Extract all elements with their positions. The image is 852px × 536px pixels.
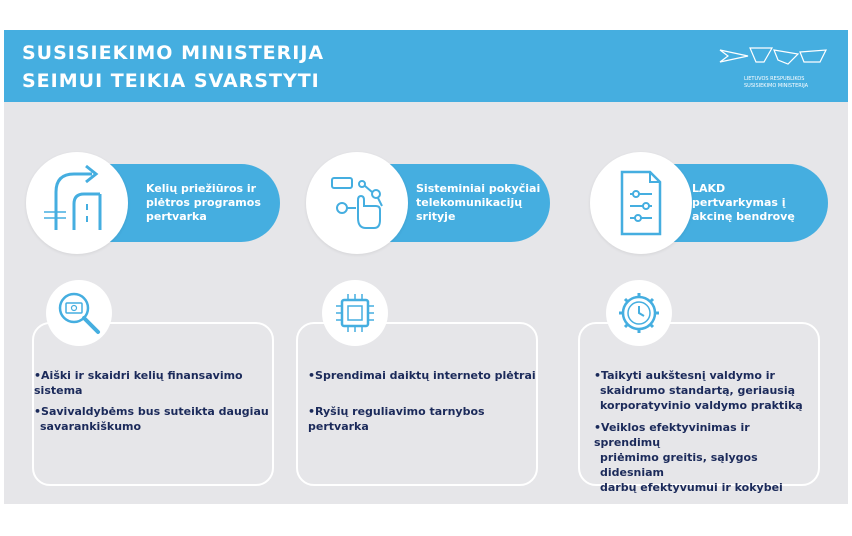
touch-network-icon <box>306 152 408 254</box>
card-lakd <box>578 322 820 494</box>
document-settings-icon <box>590 152 692 254</box>
money-search-icon <box>46 280 112 346</box>
pill-roads-text: Kelių priežiūros ir plėtros programos pertvarka <box>146 182 261 223</box>
road-turn-icon <box>26 152 128 254</box>
circle-roads <box>26 152 128 254</box>
pill-telecom-text: Sisteminiai pokyčiai telekomunikacijų srityje <box>416 182 541 223</box>
bullet-roads-1: •Aiški ir skaidri kelių finansavimo sistema <box>34 369 243 397</box>
logo-text-line-2: SUSISIEKIMO MINISTERIJA <box>744 83 809 89</box>
title-line-1: SUSISIEKIMO MINISTERIJA <box>22 42 325 64</box>
chip-icon <box>322 280 388 346</box>
logo-text-line-1: LIETUVOS RESPUBLIKOS <box>744 76 805 82</box>
small-circle-roads <box>46 280 112 346</box>
paper-plane-logo-icon <box>716 42 836 72</box>
bullet-telecom-1: •Sprendimai daiktų interneto plėtrai <box>308 369 536 382</box>
title-line-2: SEIMUI TEIKIA SVARSTYTI <box>22 70 320 92</box>
bullet-roads-2: •Savivaldybėms bus suteikta daugiau savarankiškumo <box>34 405 269 433</box>
header-banner <box>4 30 848 102</box>
card-roads <box>32 322 274 486</box>
ministry-logo <box>716 42 836 92</box>
bullet-lakd-1: •Taikyti aukštesnį valdymo ir skaidrumo standartą, geriausią korporatyvinio valdymo praktiką <box>594 369 803 412</box>
bullet-lakd-2: •Veiklos efektyvinimas ir sprendimų priėmimo greitis, sąlygos didesniam darbų efektyvumui ir kokybei <box>594 421 783 494</box>
bullet-telecom-2: •Ryšių reguliavimo tarnybos pertvarka <box>308 405 485 433</box>
small-circle-lakd <box>606 280 672 346</box>
small-circle-telecom <box>322 280 388 346</box>
card-telecom <box>296 322 538 486</box>
gear-clock-icon <box>606 280 672 346</box>
circle-telecom <box>306 152 408 254</box>
circle-lakd <box>590 152 692 254</box>
pill-lakd-text: LAKD pertvarkymas į akcinę bendrovę <box>692 182 795 223</box>
